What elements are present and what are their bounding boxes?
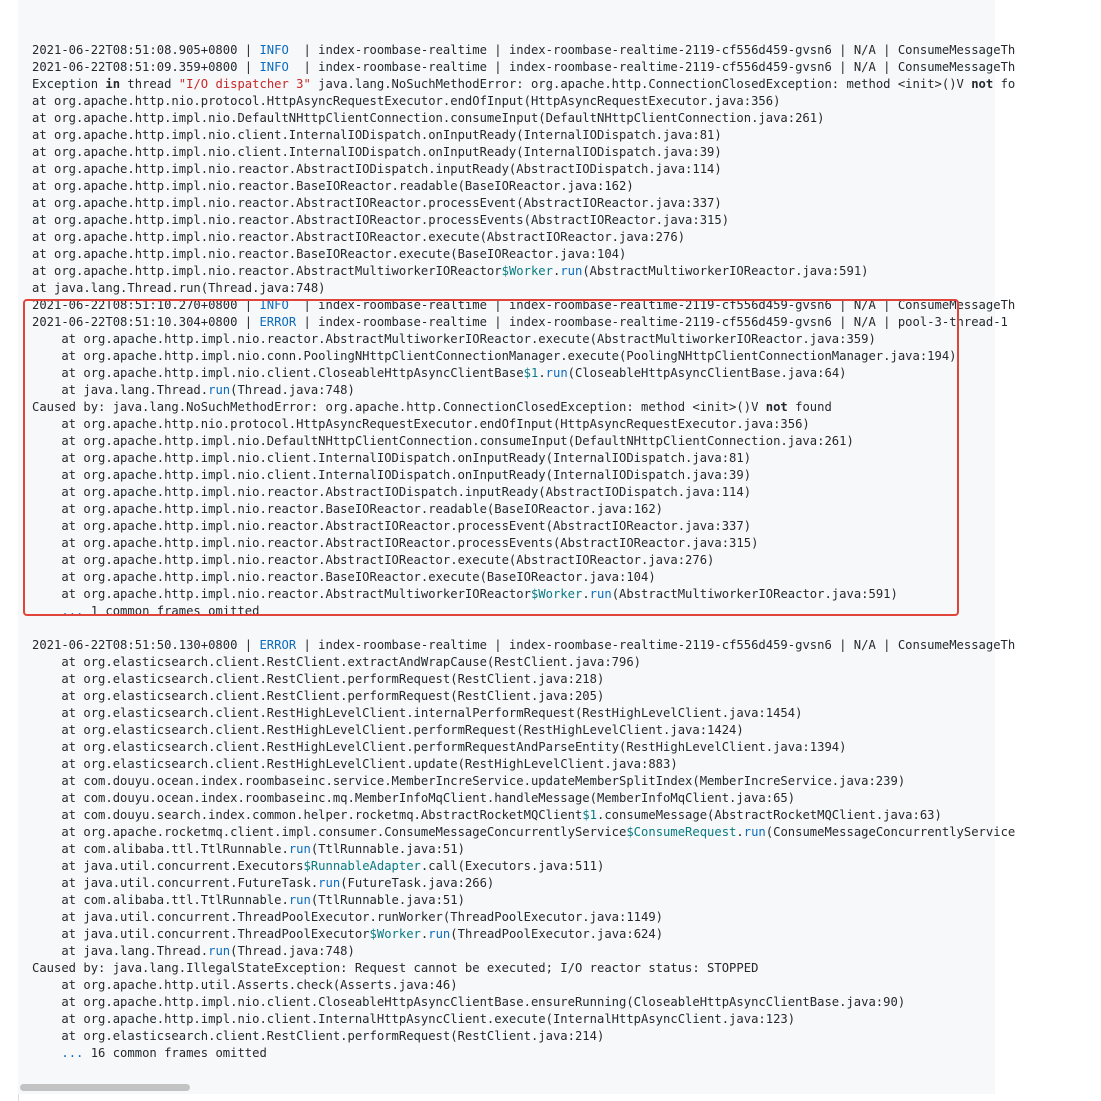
stack-frame: at org.elasticsearch.client.RestClient.performRequest(RestClient.java:214) — [32, 1029, 605, 1043]
error-line-2: 2021-06-22T08:51:50.130+0800 | ERROR | index-roombase-realtime | index-roombase-realtime-2119-cf556d459-gvsn6 | N/A | ConsumeMessageTh — [32, 638, 1016, 652]
stack-frame: at org.apache.http.impl.nio.client.CloseableHttpAsyncClientBase.ensureRunning(CloseableHttpAsyncClientBase.java:90) — [32, 995, 906, 1009]
stack-frame: at com.alibaba.ttl.TtlRunnable.run(TtlRunnable.java:51) — [32, 893, 465, 907]
horizontal-scrollbar[interactable] — [18, 1080, 995, 1094]
stack-frame: at org.apache.http.impl.nio.reactor.AbstractMultiworkerIOReactor$Worker.run(AbstractMultiworkerIOReactor.java:591) — [32, 264, 869, 278]
exception-line: Exception in thread "I/O dispatcher 3" java.lang.NoSuchMethodError: org.apache.http.ConnectionClosedException: method <init>()V not fo — [32, 77, 1016, 91]
stack-frame: at org.apache.http.impl.nio.conn.PoolingNHttpClientConnectionManager.execute(PoolingNHttpClientConnectionManager.java:194) — [32, 349, 957, 363]
stack-frame: at org.apache.http.impl.nio.reactor.BaseIOReactor.readable(BaseIOReactor.java:162) — [32, 179, 634, 193]
error-line-1: 2021-06-22T08:51:10.304+0800 | ERROR | index-roombase-realtime | index-roombase-realtime-2119-cf556d459-gvsn6 | N/A | pool-3-thread-1 — [32, 315, 1008, 329]
stack-frame: at org.apache.http.impl.nio.reactor.AbstractMultiworkerIOReactor.execute(AbstractMultiworkerIOReactor.java:359) — [32, 332, 876, 346]
stack-frame: at org.elasticsearch.client.RestClient.extractAndWrapCause(RestClient.java:796) — [32, 655, 642, 669]
stack-frame: at org.apache.rocketmq.client.impl.consumer.ConsumeMessageConcurrentlyService$ConsumeRequest.run(ConsumeMessageConcurrentlyService — [32, 825, 1016, 839]
log-line-3: 2021-06-22T08:51:10.270+0800 | INFO | index-roombase-realtime | index-roombase-realtime-2119-cf556d459-gvsn6 | N/A | ConsumeMessageTh — [32, 298, 1016, 312]
stack-frame: at java.util.concurrent.ThreadPoolExecutor.runWorker(ThreadPoolExecutor.java:1149) — [32, 910, 664, 924]
log-line-1: 2021-06-22T08:51:08.905+0800 | INFO | index-roombase-realtime | index-roombase-realtime-2119-cf556d459-gvsn6 | N/A | ConsumeMessageTh — [32, 43, 1016, 57]
stack-frame: at org.apache.http.impl.nio.client.CloseableHttpAsyncClientBase$1.run(CloseableHttpAsyncClientBase.java:64) — [32, 366, 847, 380]
frames-omitted-1: ... 1 common frames omitted — [61, 604, 260, 618]
stack-frame: at org.apache.http.impl.nio.reactor.BaseIOReactor.execute(BaseIOReactor.java:104) — [32, 570, 656, 584]
stack-frame: at org.apache.http.nio.protocol.HttpAsyncRequestExecutor.endOfInput(HttpAsyncRequestExecutor.java:356) — [32, 417, 810, 431]
stack-frame: at org.apache.http.impl.nio.reactor.AbstractMultiworkerIOReactor$Worker.run(AbstractMultiworkerIOReactor.java:591) — [32, 587, 898, 601]
stack-frame: at org.apache.http.util.Asserts.check(Asserts.java:46) — [32, 978, 458, 992]
stack-frame: at org.apache.http.impl.nio.reactor.AbstractIOReactor.processEvents(AbstractIOReactor.java:315) — [32, 536, 759, 550]
stack-frame: at org.apache.http.impl.nio.client.InternalIODispatch.onInputReady(InternalIODispatch.java:39) — [32, 468, 752, 482]
stack-frame: at com.douyu.ocean.index.roombaseinc.mq.MemberInfoMqClient.handleMessage(MemberInfoMqClient.java:65) — [32, 791, 796, 805]
stack-frame: at org.apache.http.nio.protocol.HttpAsyncRequestExecutor.endOfInput(HttpAsyncRequestExecutor.java:356) — [32, 94, 781, 108]
stack-frame: at com.douyu.ocean.index.roombaseinc.service.MemberIncreService.updateMemberSplitIndex(MemberIncreService.java:239) — [32, 774, 906, 788]
stack-frame: at org.elasticsearch.client.RestHighLevelClient.performRequest(RestHighLevelClient.java:1424) — [32, 723, 744, 737]
stack-frame: at org.elasticsearch.client.RestHighLevelClient.internalPerformRequest(RestHighLevelClient.java:1454) — [32, 706, 803, 720]
stack-frame: at com.alibaba.ttl.TtlRunnable.run(TtlRunnable.java:51) — [32, 842, 465, 856]
stack-frame: at org.apache.http.impl.nio.reactor.AbstractIODispatch.inputReady(AbstractIODispatch.java:114) — [32, 162, 722, 176]
stack-frame: at org.apache.http.impl.nio.client.InternalIODispatch.onInputReady(InternalIODispatch.java:39) — [32, 145, 722, 159]
stack-frame: at org.apache.http.impl.nio.DefaultNHttpClientConnection.consumeInput(DefaultNHttpClientConnection.java:261) — [32, 111, 825, 125]
log-code-block[interactable] — [18, 0, 1016, 1080]
stack-frame: at org.elasticsearch.client.RestHighLevelClient.update(RestHighLevelClient.java:883) — [32, 757, 678, 771]
stack-frame: at org.elasticsearch.client.RestClient.performRequest(RestClient.java:218) — [32, 672, 605, 686]
stack-frame: at org.elasticsearch.client.RestClient.performRequest(RestClient.java:205) — [32, 689, 605, 703]
stack-frame: at org.apache.http.impl.nio.reactor.AbstractIOReactor.execute(AbstractIOReactor.java:276) — [32, 230, 686, 244]
stack-frame: at java.util.concurrent.Executors$RunnableAdapter.call(Executors.java:511) — [32, 859, 605, 873]
caused-by-line-2: Caused by: java.lang.IllegalStateException: Request cannot be executed; I/O reactor status: STOPPED — [32, 961, 759, 975]
stack-frame: at java.lang.Thread.run(Thread.java:748) — [32, 281, 326, 295]
stack-frame: at org.apache.http.impl.nio.client.InternalHttpAsyncClient.execute(InternalHttpAsyncClient.java:123) — [32, 1012, 796, 1026]
stack-frame: at org.apache.http.impl.nio.DefaultNHttpClientConnection.consumeInput(DefaultNHttpClientConnection.java:261) — [32, 434, 854, 448]
log-text — [32, 25, 1015, 1096]
stack-frame: at org.apache.http.impl.nio.client.InternalIODispatch.onInputReady(InternalIODispatch.java:81) — [32, 128, 722, 142]
divider — [18, 1094, 19, 1101]
stack-frame: at java.lang.Thread.run(Thread.java:748) — [32, 383, 355, 397]
frames-omitted-2: ... 16 common frames omitted — [61, 1046, 267, 1060]
stack-frame: at org.apache.http.impl.nio.reactor.BaseIOReactor.execute(BaseIOReactor.java:104) — [32, 247, 627, 261]
stack-frame: at org.elasticsearch.client.RestHighLevelClient.performRequestAndParseEntity(RestHighLevelClient.java:1394) — [32, 740, 847, 754]
stack-frame: at org.apache.http.impl.nio.reactor.AbstractIOReactor.processEvent(AbstractIOReactor.java:337) — [32, 196, 722, 210]
stack-frame: at java.util.concurrent.FutureTask.run(FutureTask.java:266) — [32, 876, 495, 890]
log-line-2: 2021-06-22T08:51:09.359+0800 | INFO | index-roombase-realtime | index-roombase-realtime-2119-cf556d459-gvsn6 | N/A | ConsumeMessageTh — [32, 60, 1016, 74]
stack-frame: at org.apache.http.impl.nio.reactor.AbstractIOReactor.processEvents(AbstractIOReactor.java:315) — [32, 213, 730, 227]
stack-frame: at org.apache.http.impl.nio.reactor.AbstractIOReactor.processEvent(AbstractIOReactor.java:337) — [32, 519, 752, 533]
stack-frame: at java.util.concurrent.ThreadPoolExecutor$Worker.run(ThreadPoolExecutor.java:624) — [32, 927, 664, 941]
scrollbar-thumb[interactable] — [20, 1084, 190, 1091]
caused-by-line-1: Caused by: java.lang.NoSuchMethodError: org.apache.http.ConnectionClosedException: method <init>()V not found — [32, 400, 832, 414]
stack-frame: at org.apache.http.impl.nio.reactor.AbstractIODispatch.inputReady(AbstractIODispatch.java:114) — [32, 485, 752, 499]
stack-frame: at com.douyu.search.index.common.helper.rocketmq.AbstractRocketMQClient$1.consumeMessage(AbstractRocketMQClient.java:63) — [32, 808, 942, 822]
stack-frame: at org.apache.http.impl.nio.client.InternalIODispatch.onInputReady(InternalIODispatch.java:81) — [32, 451, 752, 465]
blank-line — [32, 620, 1015, 637]
stack-frame: at java.lang.Thread.run(Thread.java:748) — [32, 944, 355, 958]
stack-frame: at org.apache.http.impl.nio.reactor.AbstractIOReactor.execute(AbstractIOReactor.java:276) — [32, 553, 715, 567]
stack-frame: at org.apache.http.impl.nio.reactor.BaseIOReactor.readable(BaseIOReactor.java:162) — [32, 502, 664, 516]
